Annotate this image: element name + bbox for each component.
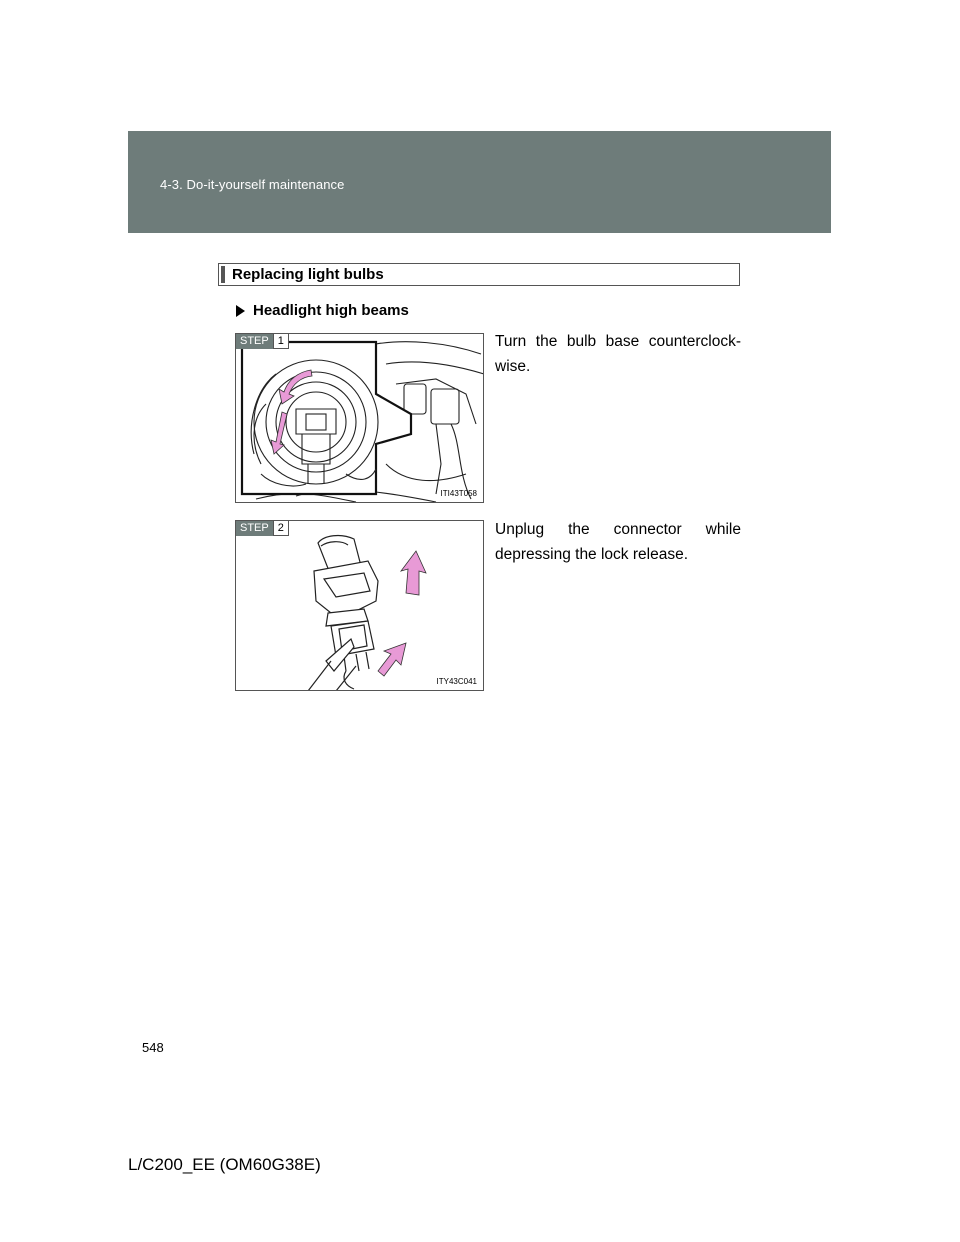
step-2-figure-code: ITY43C041 [436, 677, 477, 686]
step-1-figure-code: ITI43T058 [440, 489, 477, 498]
section-heading-bar [221, 266, 225, 283]
section-title: Replacing light bulbs [232, 266, 384, 283]
connector-unplug-illustration [236, 521, 484, 691]
step-1-badge [236, 334, 289, 349]
model-code: L/C200_EE (OM60G38E) [128, 1155, 321, 1174]
step-2-figure [235, 520, 484, 691]
step-1-instruction: Turn the bulb base counterclock-wise. [495, 333, 741, 375]
step-2-badge [236, 521, 289, 536]
chapter-heading: 4-3. Do-it-yourself maintenance [160, 177, 345, 192]
section-heading-box [218, 263, 740, 286]
step-2-number: 2 [273, 521, 289, 536]
subsection-heading [236, 302, 409, 319]
headlight-bulb-base-illustration [236, 334, 484, 503]
step-1-number: 1 [273, 334, 289, 349]
page-number: 548 [142, 1040, 164, 1055]
step-1-label: STEP [236, 334, 273, 349]
header-band [128, 131, 831, 233]
triangle-bullet-icon [236, 305, 245, 317]
step-2-label: STEP [236, 521, 273, 536]
step-2-instruction: Unplug the connector while depressing the lock release. [495, 521, 741, 563]
step-1-figure [235, 333, 484, 503]
subsection-title: Headlight high beams [253, 302, 409, 319]
